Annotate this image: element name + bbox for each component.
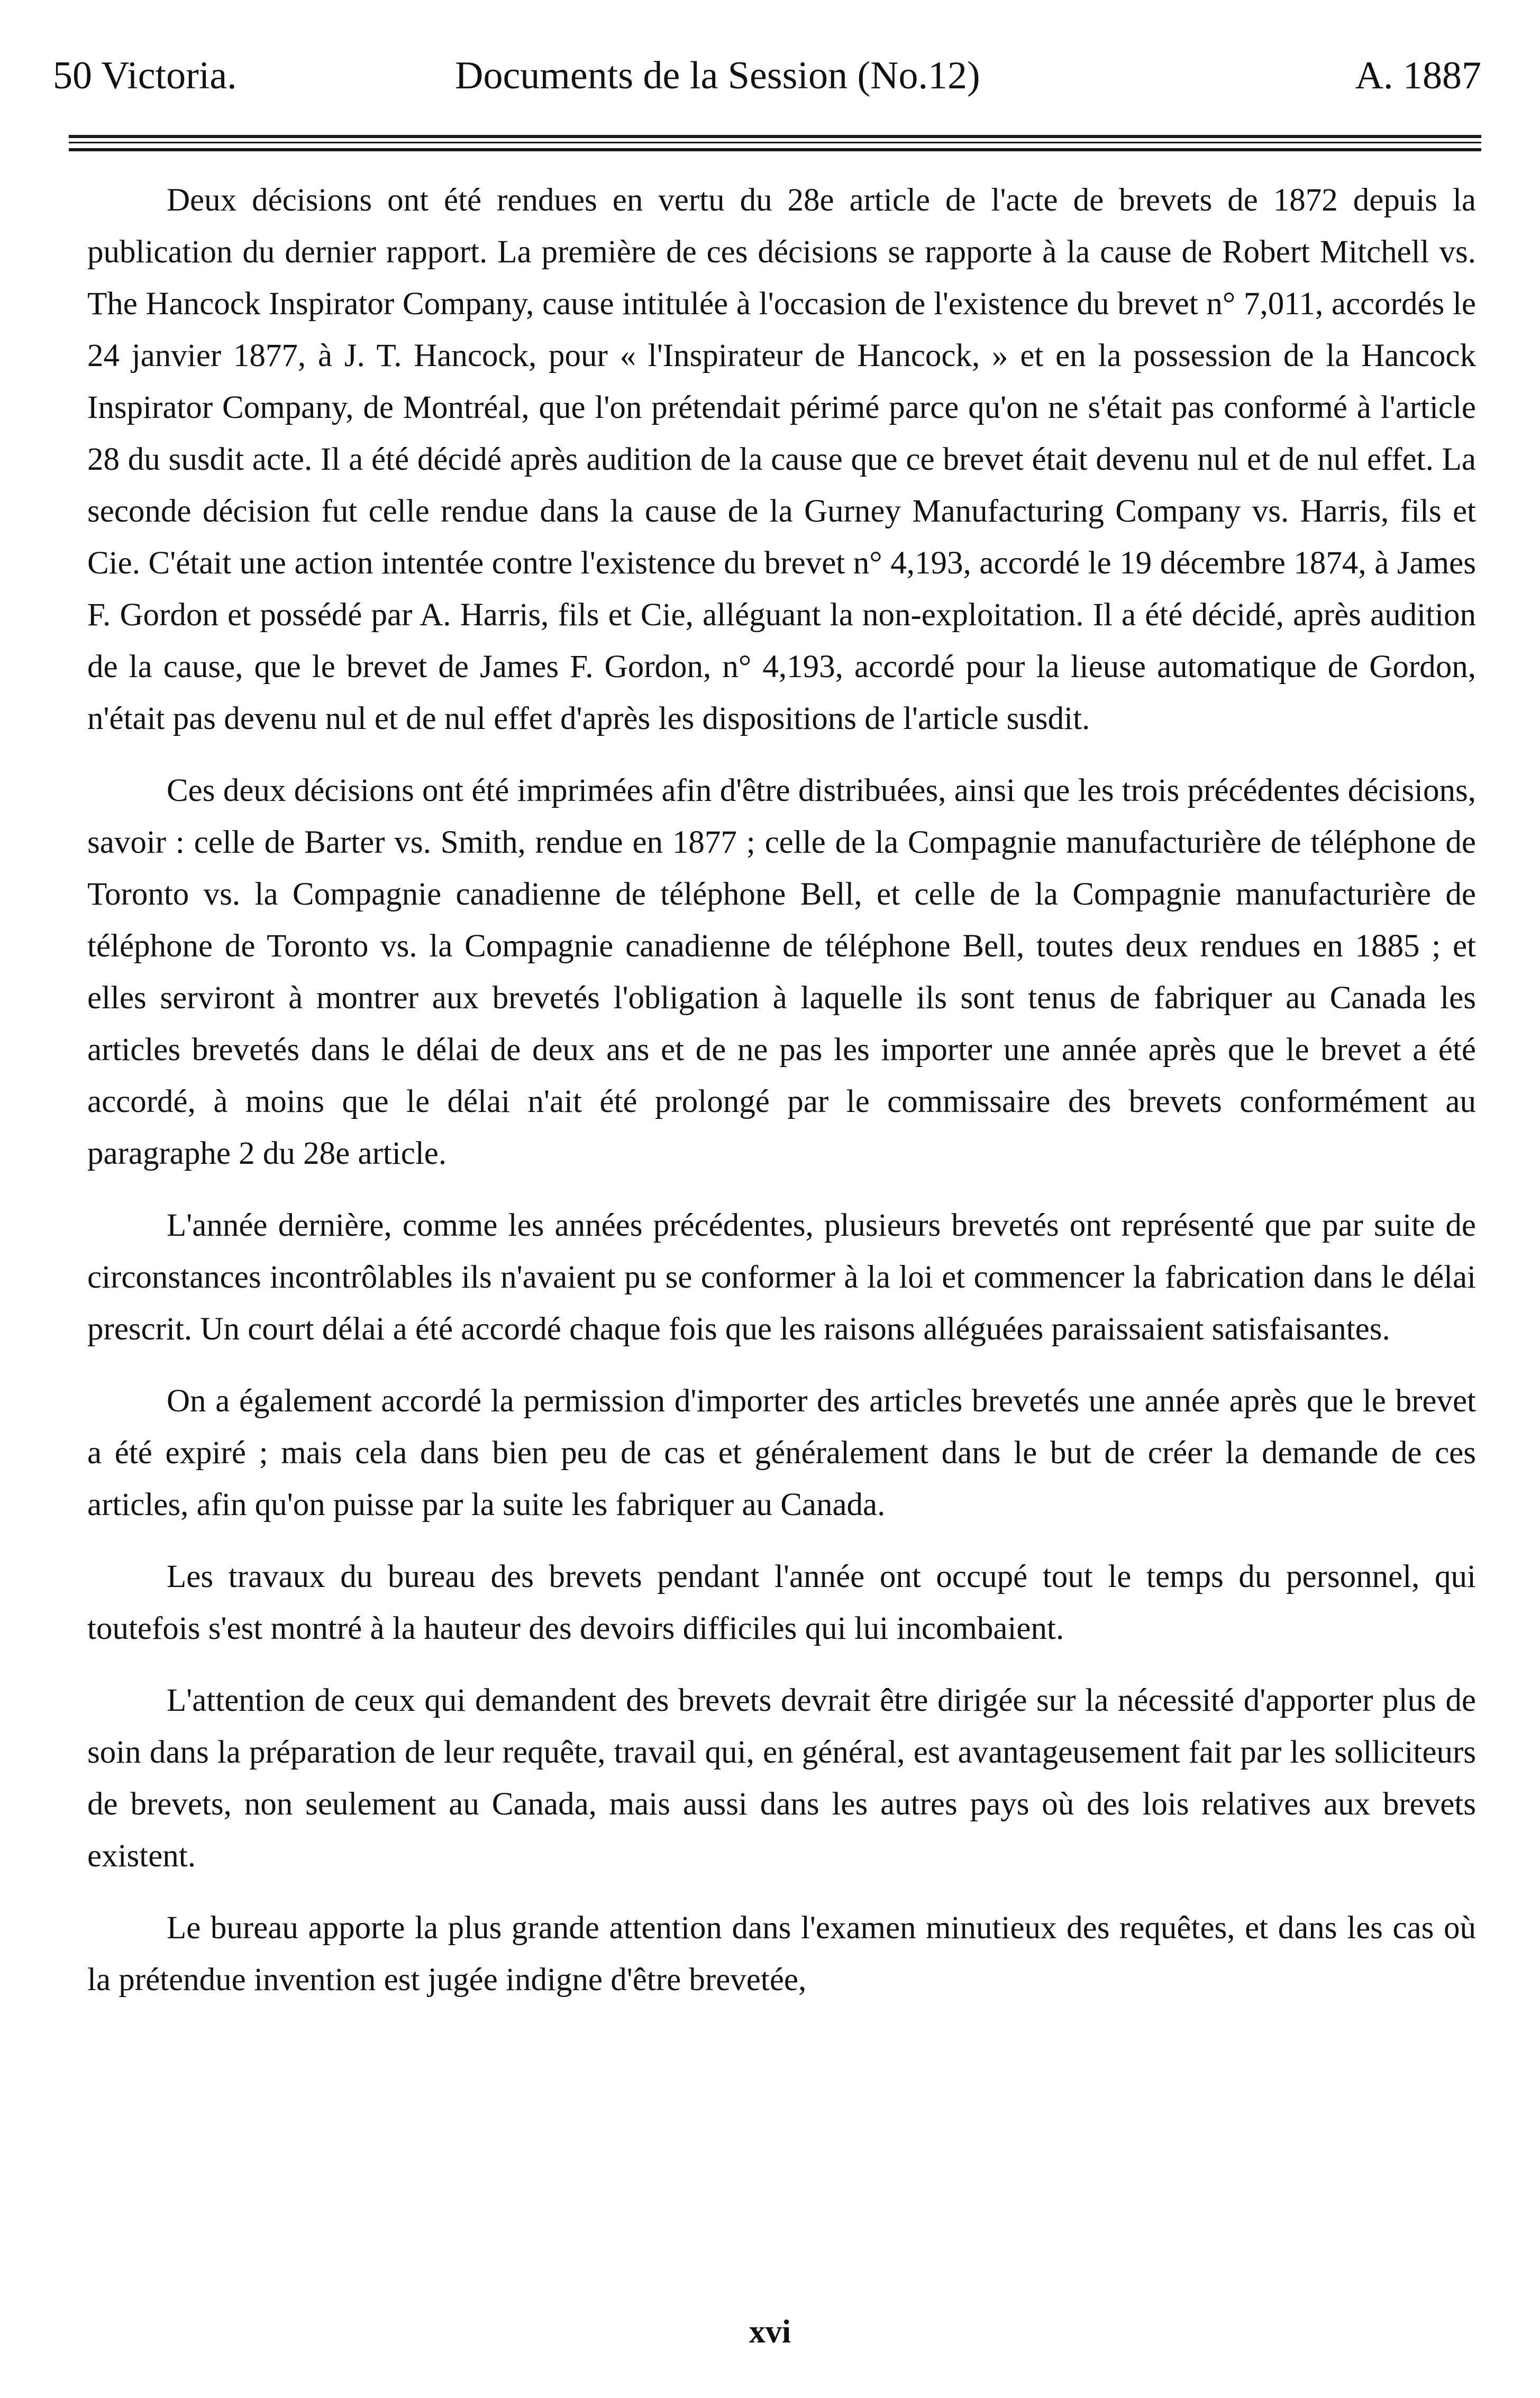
page-number: xvi [749, 2314, 791, 2350]
paragraph-office-work: Les travaux du bureau des brevets pendant l'année ont occupé tout le temps du personnel, qui toutefois s'est montré à la hauteur des devoirs difficiles qui lui incombaient. [87, 1559, 1476, 1646]
header-regnal-year: 50 Victoria. [53, 54, 237, 97]
running-header [53, 47, 1481, 105]
header-rule-bottom [69, 148, 1481, 151]
paragraph-applicant-attention: L'attention de ceux qui demandent des brevets devrait être dirigée sur la nécessité d'apporter plus de soin dans la préparation de leur requête, travail qui, en général, est avantageusement fait par les solliciteurs de brevets, non seulement au Canada, mais aussi dans les autres pays où des lois relatives aux brevets existent. [87, 1683, 1476, 1874]
header-series-title: Documents de la Session (No.12) [455, 54, 980, 97]
header-rule-top [69, 135, 1481, 138]
paragraph-decisions: Deux décisions ont été rendues en vertu du 28e article de l'acte de brevets de 1872 depuis la publication du dernier rapport. La première de ces décisions se rapporte à la cause de Robert Mitchell vs. The Hancock Inspirator Company, cause intitulée à l'occasion de l'existence du brevet n° 7,011, accordés le 24 janvier 1877, à J. T. Hancock, pour « l'Inspirateur de Hancock, » et en la possession de la Hancock Inspirator Company, de Montréal, que l'on prétendait périmé parce qu'on ne s'était pas conformé à l'article 28 du susdit acte. Il a été décidé après audition de la cause que ce brevet était devenu nul et de nul effet. La seconde décision fut celle rendue dans la cause de la Gurney Manufacturing Company vs. Harris, fils et Cie. C'était une action intentée contre l'existence du brevet n° 4,193, accordé le 19 décembre 1874, à James F. Gordon et possédé par A. Harris, fils et Cie, alléguant la non-exploitation. Il a été décidé, après audition de la cause, que le brevet de James F. Gordon, n° 4,193, accordé pour la lieuse automatique de Gordon, n'était pas devenu nul et de nul effet d'après les dispositions de l'article susdit. [87, 183, 1476, 736]
header-year: A. 1887 [1355, 54, 1481, 97]
header-rule-middle [69, 142, 1481, 143]
paragraph-printed-decisions: Ces deux décisions ont été imprimées afin d'être distribuées, ainsi que les trois précédentes décisions, savoir : celle de Barter vs. Smith, rendue en 1877 ; celle de la Compagnie manufacturière de téléphone de Toronto vs. la Compagnie canadienne de téléphone Bell, et celle de la Compagnie manufacturière de téléphone de Toronto vs. la Compagnie canadienne de téléphone Bell, toutes deux rendues en 1885 ; et elles serviront à montrer aux brevetés l'obligation à laquelle ils sont tenus de fabriquer au Canada les articles brevetés dans le délai de deux ans et de ne pas les importer une année après que le brevet a été accordé, à moins que le délai n'ait été prolongé par le commissaire des brevets conformément au paragraphe 2 du 28e article. [87, 773, 1476, 1171]
body-text [87, 175, 1476, 2026]
paragraph-examination: Le bureau apporte la plus grande attention dans l'examen minutieux des requêtes, et dans les cas où la prétendue invention est jugée indigne d'être brevetée, [87, 1910, 1476, 1998]
paragraph-extensions: L'année dernière, comme les années précédentes, plusieurs brevetés ont représenté que par suite de circonstances incontrôlables ils n'avaient pu se conformer à la loi et commencer la fabrication dans le délai prescrit. Un court délai a été accordé chaque fois que les raisons alléguées paraissaient satisfaisantes. [87, 1208, 1476, 1347]
paragraph-import-permission: On a également accordé la permission d'importer des articles brevetés une année après que le brevet a été expiré ; mais cela dans bien peu de cas et généralement dans le but de créer la demande de ces articles, afin qu'on puisse par la suite les fabriquer au Canada. [87, 1383, 1476, 1522]
